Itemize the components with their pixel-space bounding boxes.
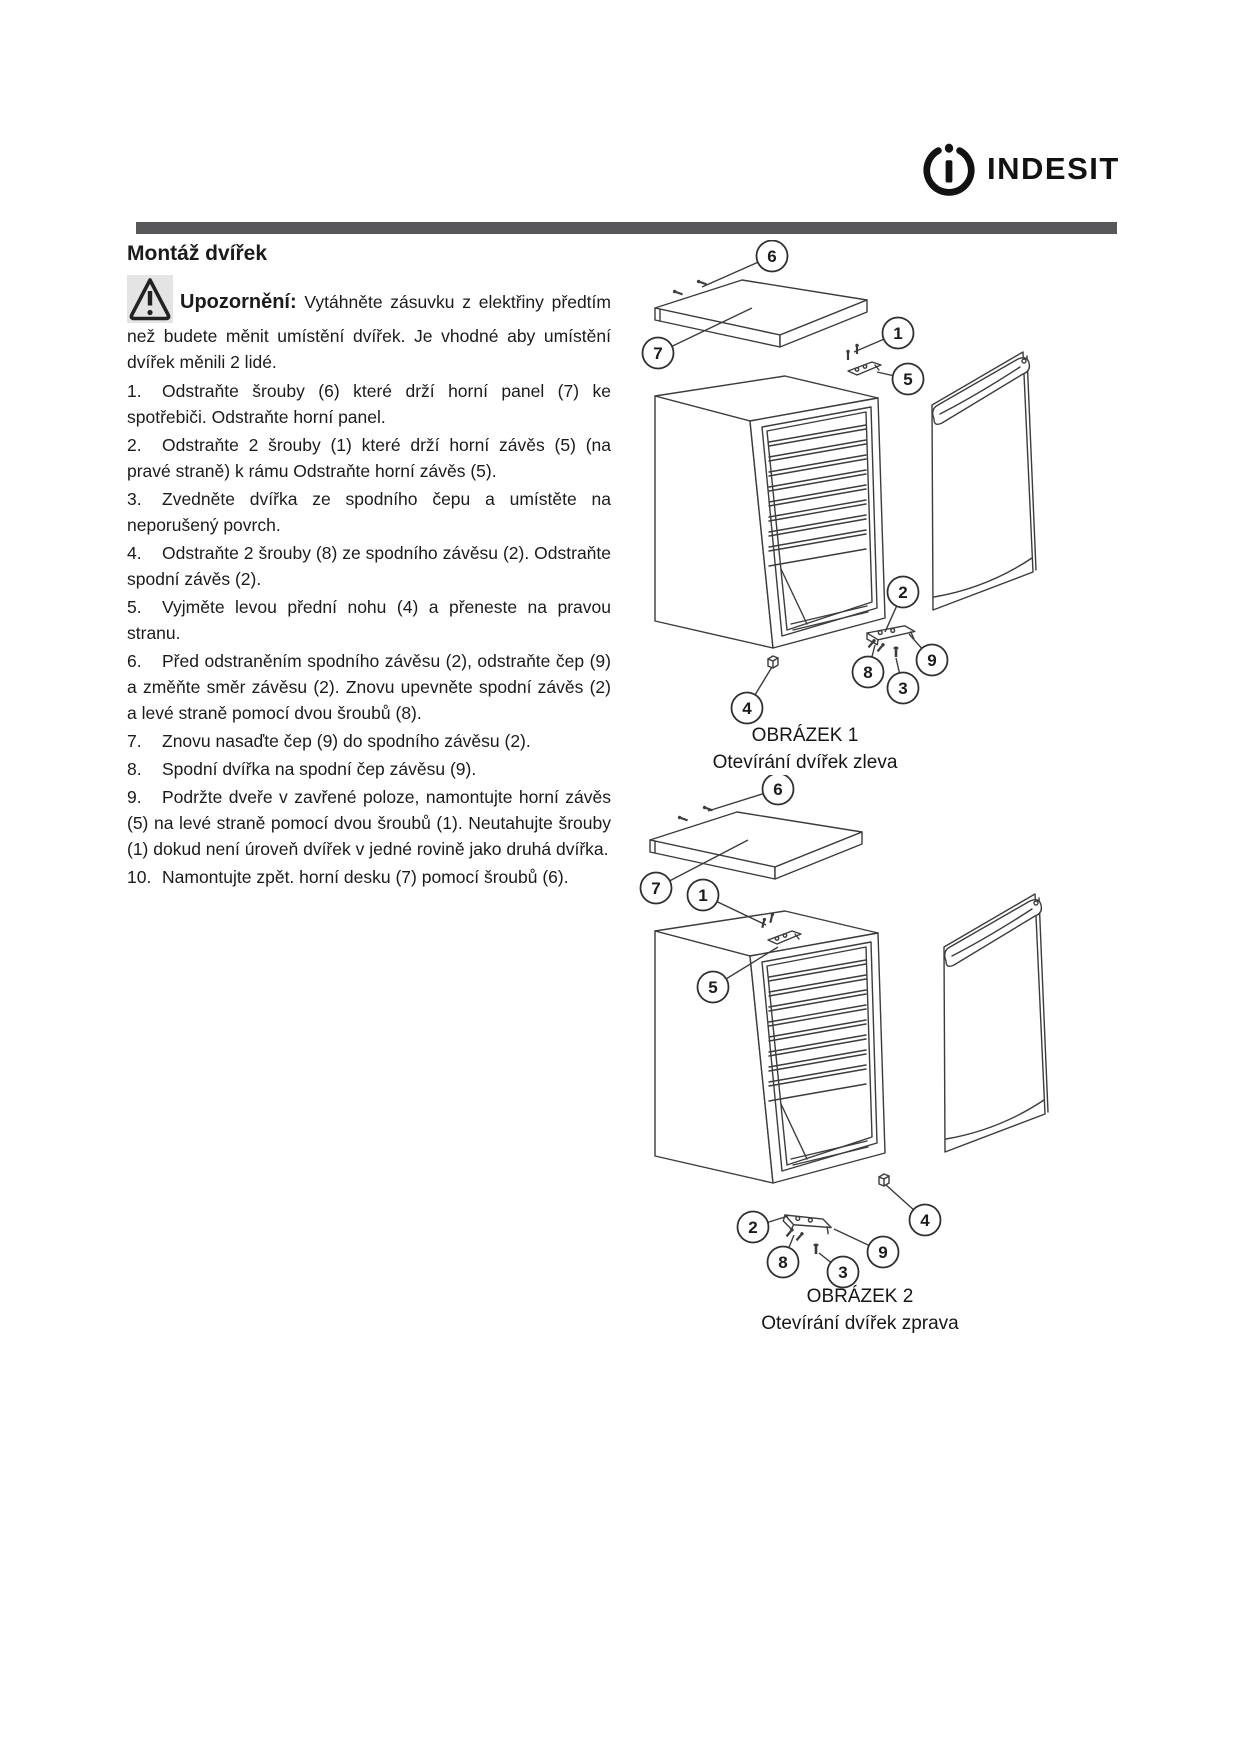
step-text: Znovu nasaďte čep (9) do spodního závěsu (2). — [162, 731, 531, 751]
screw-icon — [672, 289, 683, 296]
callout-number-9: 9 — [927, 651, 937, 670]
step-number: 5. — [127, 597, 142, 617]
warning-triangle-icon — [127, 275, 173, 323]
figure-2-caption-subtitle: Otevírání dvířek zprava — [761, 1313, 959, 1334]
callout-number-2: 2 — [898, 583, 908, 602]
figure-2-caption — [635, 1283, 1085, 1337]
callout-number-9: 9 — [878, 1243, 888, 1262]
step-2 — [127, 432, 611, 484]
callout-number-3: 3 — [898, 679, 908, 698]
steps-list — [127, 378, 611, 890]
brand-wordmark: INDESIT — [987, 151, 1120, 186]
step-number: 9. — [127, 787, 142, 807]
step-text: Odstraňte šrouby (6) které drží horní panel (7) ke spotřebiči. Odstraňte horní panel. — [127, 381, 611, 427]
callout-number-1: 1 — [893, 324, 903, 343]
callout-number-2: 2 — [748, 1218, 758, 1237]
screw-icon — [795, 1231, 804, 1241]
step-text: Zvedněte dvířka ze spodního čepu a umístěte na neporušený povrch. — [127, 489, 611, 535]
figure-2-diagram — [580, 775, 1125, 1290]
callout-number-7: 7 — [651, 879, 661, 898]
step-9 — [127, 784, 611, 862]
callout-number-5: 5 — [903, 370, 913, 389]
bottom-hinge-icon — [781, 1203, 833, 1244]
callout-number-4: 4 — [920, 1211, 930, 1230]
step-5 — [127, 594, 611, 646]
step-number: 6. — [127, 651, 142, 671]
step-10 — [127, 864, 611, 890]
step-8 — [127, 756, 611, 782]
pin-icon — [813, 1244, 818, 1255]
screw-icon — [855, 344, 858, 354]
figure-1-diagram — [580, 240, 1125, 727]
step-text: Odstraňte 2 šrouby (8) ze spodního závěsu (2). Odstraňte spodní závěs (2). — [127, 543, 611, 589]
callout-number-3: 3 — [838, 1263, 848, 1282]
indesit-logo — [920, 138, 1120, 200]
cabinet — [655, 376, 885, 648]
figure-1-caption-title: OBRÁZEK 1 — [751, 725, 859, 746]
step-number: 10. — [127, 867, 152, 887]
screw-icon — [846, 350, 849, 360]
step-number: 1. — [127, 381, 142, 401]
step-4 — [127, 540, 611, 592]
foot-icon — [768, 656, 778, 668]
step-text: Odstraňte 2 šrouby (1) které drží horní závěs (5) (na pravé straně) k rámu Odstraňte horní závěs (5). — [127, 435, 611, 481]
header-rule — [136, 222, 1117, 234]
step-number: 3. — [127, 489, 142, 509]
warning-label: Upozornění: — [180, 291, 297, 313]
step-text: Před odstraněním spodního závěsu (2), odstraňte čep (9) a změňte směr závěsu (2). Znovu upevněte spodní závěs (2) a levé straně pomocí dvou šroubů (8). — [127, 651, 611, 723]
callout-number-8: 8 — [778, 1253, 788, 1272]
figure-2-caption-title: OBRÁZEK 2 — [806, 1286, 914, 1307]
callout-number-6: 6 — [773, 780, 783, 799]
callout-number-7: 7 — [653, 344, 663, 363]
step-number: 4. — [127, 543, 142, 563]
callout-number-8: 8 — [863, 663, 873, 682]
page-title: Montáž dvířek — [127, 242, 268, 265]
door — [944, 894, 1048, 1152]
step-number: 2. — [127, 435, 142, 455]
step-text: Vyjměte levou přední nohu (4) a přeneste na pravou stranu. — [127, 597, 611, 643]
step-text: Spodní dvířka na spodní čep závěsu (9). — [162, 759, 477, 779]
indesit-symbol-icon — [920, 138, 978, 200]
step-number: 7. — [127, 731, 142, 751]
step-1 — [127, 378, 611, 430]
figure-1-caption — [580, 722, 1030, 776]
step-text: Podržte dveře v zavřené poloze, namontujte horní závěs (5) na levé straně pomocí dvou šroubů (1). Neutahujte šrouby (1) dokud není úroveň dvířek v jedné rovině jako druhá dvířka. — [127, 787, 611, 859]
callout-number-4: 4 — [742, 699, 752, 718]
step-3 — [127, 486, 611, 538]
step-text: Namontujte zpět. horní desku (7) pomocí šroubů (6). — [162, 867, 569, 887]
step-7 — [127, 728, 611, 754]
top-hinge-icon — [848, 362, 881, 375]
foot-icon — [879, 1174, 889, 1186]
screw-icon — [702, 805, 713, 812]
callout-number-5: 5 — [708, 978, 718, 997]
top-panel — [650, 812, 862, 879]
step-number: 8. — [127, 759, 142, 779]
callout-number-6: 6 — [767, 247, 777, 266]
top-panel — [655, 280, 867, 347]
figure-1-caption-subtitle: Otevírání dvířek zleva — [712, 752, 898, 773]
instructions-column — [127, 242, 611, 892]
door — [932, 352, 1036, 610]
screw-icon — [677, 815, 688, 822]
warning-text: Vytáhněte zásuvku z elektřiny předtím než budete měnit umístění dvířek. Je vhodné aby umístění dvířek měnili 2 lidé. — [127, 292, 611, 372]
step-6 — [127, 648, 611, 726]
warning-paragraph — [127, 275, 611, 375]
pin-icon — [893, 647, 898, 658]
callout-number-1: 1 — [698, 886, 708, 905]
bottom-hinge-icon — [865, 620, 915, 650]
